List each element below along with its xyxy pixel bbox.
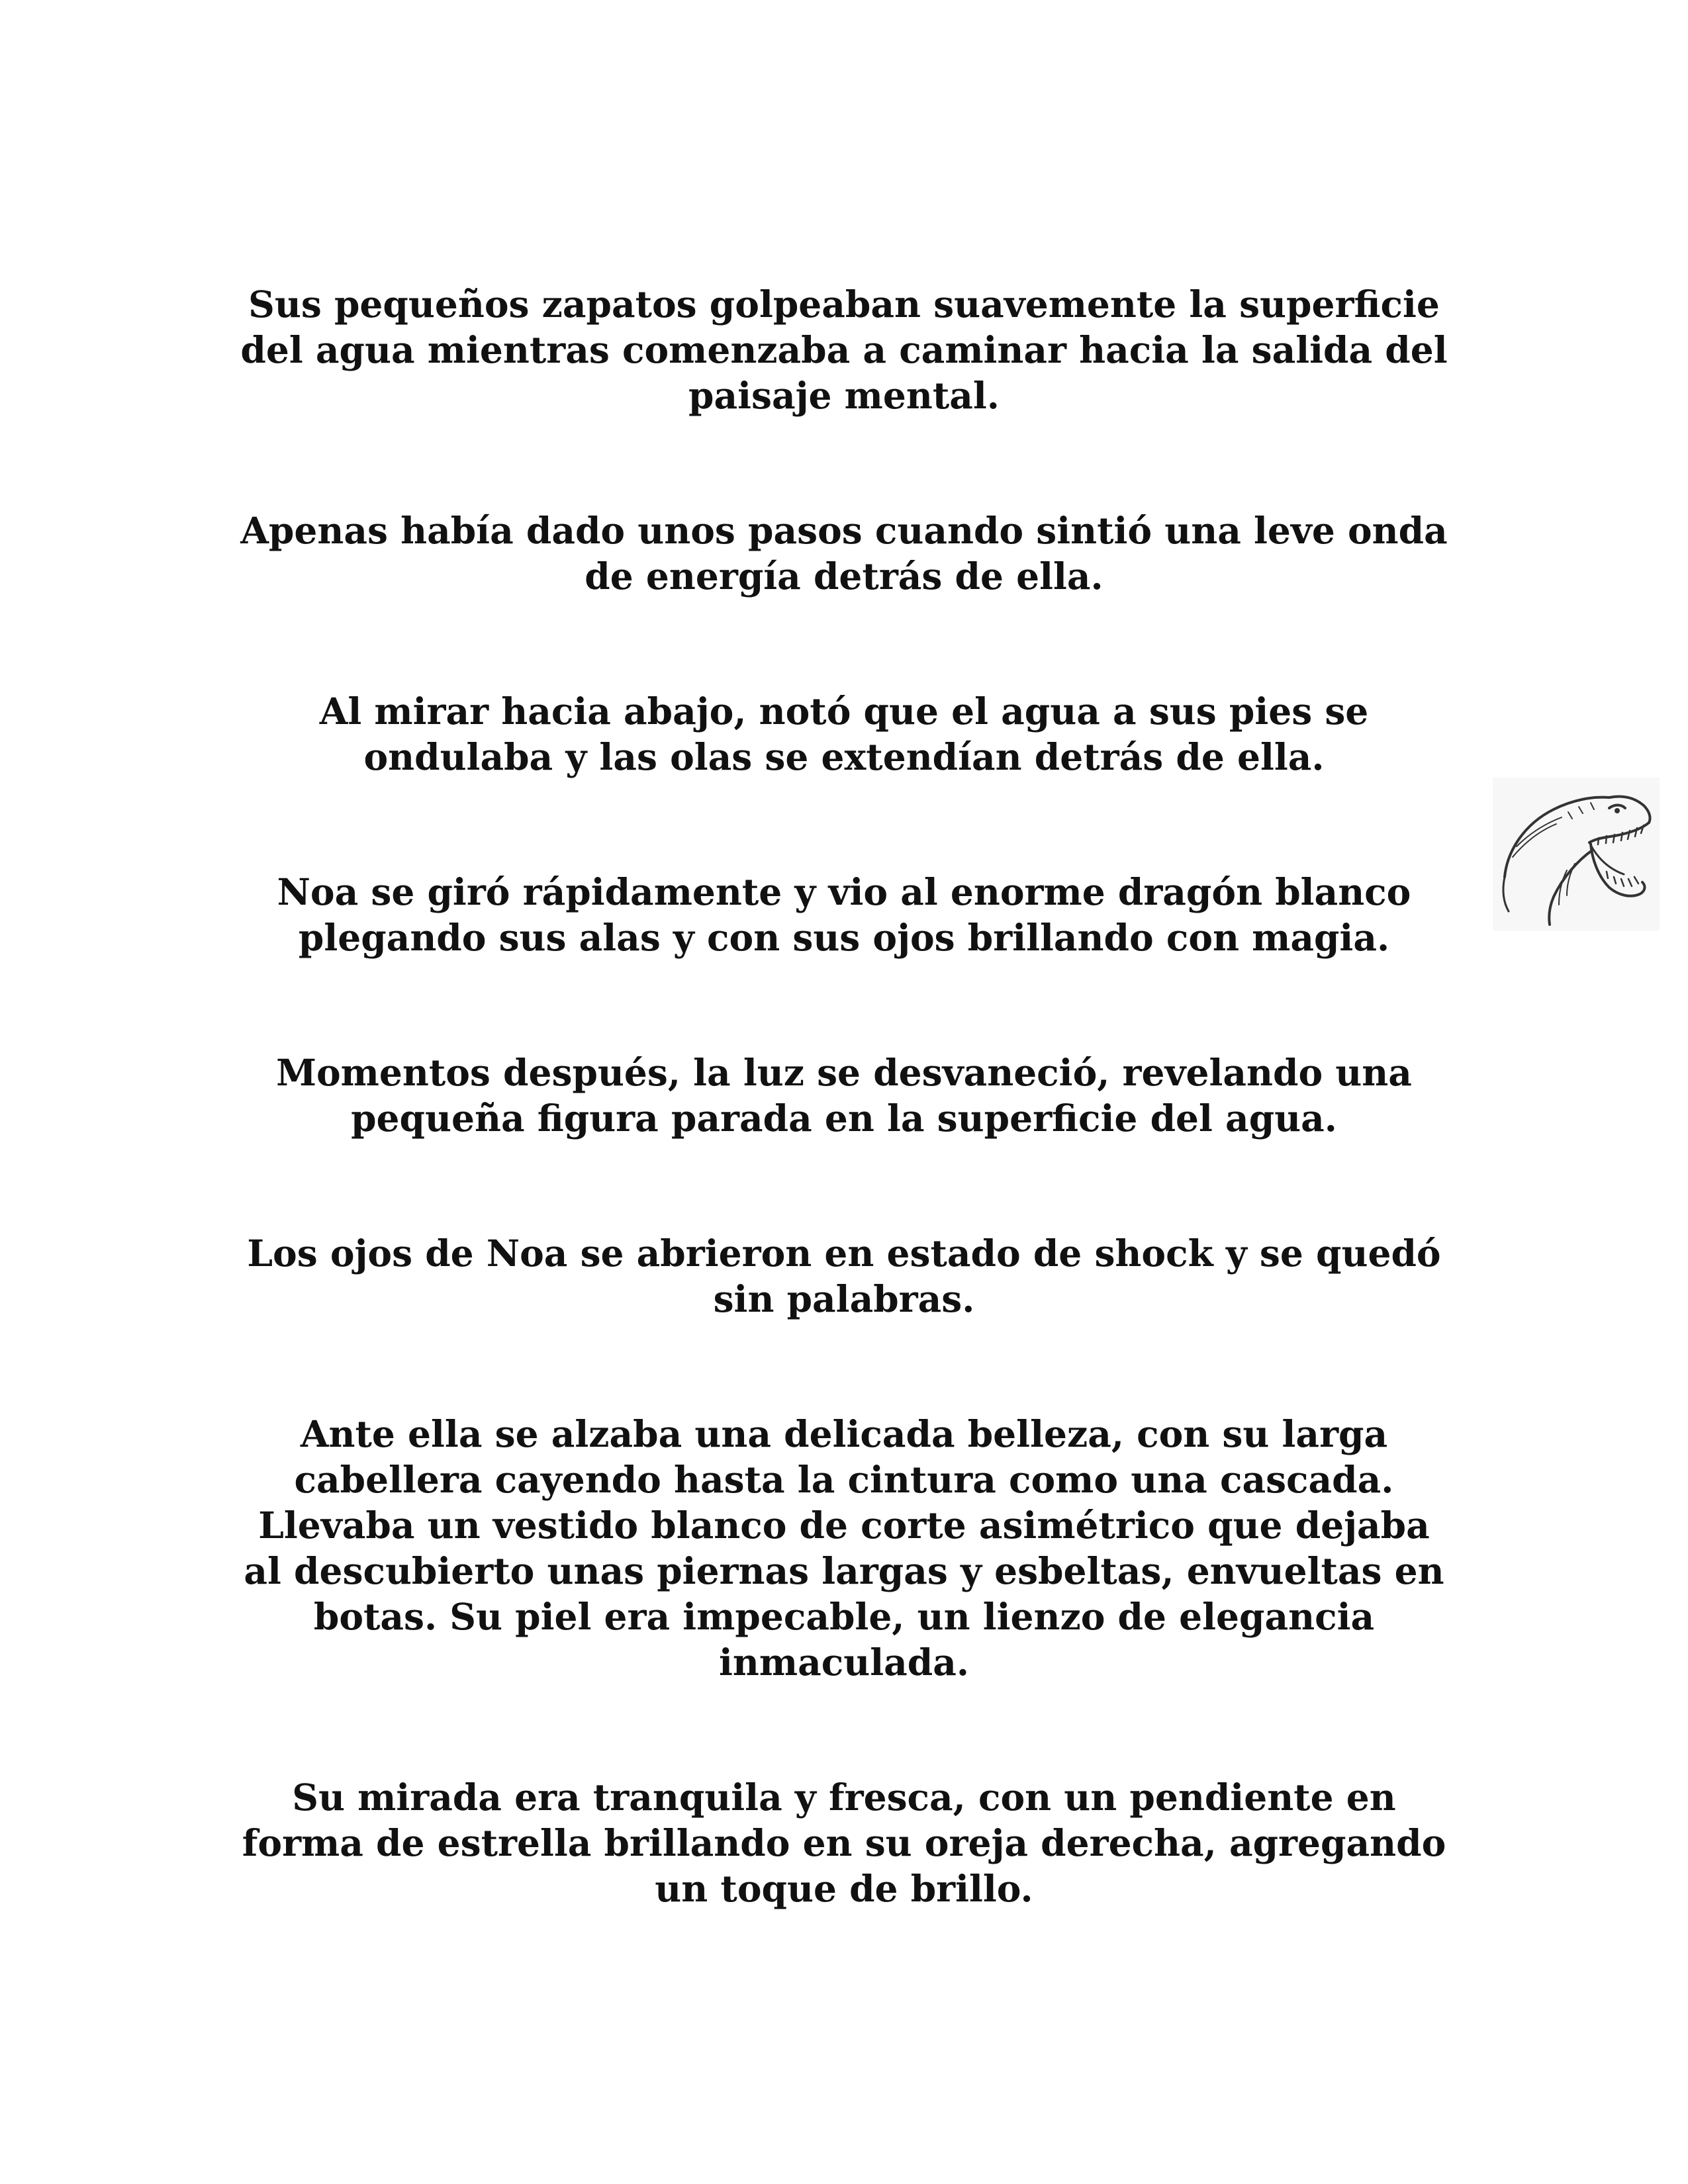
dinosaur-sketch-icon [1493,778,1660,931]
paragraph-8: Su mirada era tranquila y fresca, con un pendiente en forma de estrella brillando en su oreja derecha, agregando un toque de brillo. [242,1776,1446,1910]
paragraph-2: Apenas había dado unos pasos cuando sintió una leve onda de energía detrás de ella. [240,509,1448,598]
paragraph-7: Ante ella se alzaba una delicada belleza, con su larga cabellera cayendo hasta la cintura como una cascada. Llevaba un vestido blanco de corte asimétrico que dejaba al descubierto unas piernas largas y esbeltas, envueltas en botas. Su piel era impecable, un lienzo de elegancia inmaculada. [244,1412,1444,1684]
paragraph-6: Los ojos de Noa se abrieron en estado de shock y se quedó sin palabras. [247,1232,1441,1320]
paragraph-3: Al mirar hacia abajo, notó que el agua a sus pies se ondulaba y las olas se extendían detrás de ella. [319,690,1369,778]
story-text [238,281,1450,1911]
paragraph-5: Momentos después, la luz se desvaneció, revelando una pequeña figura parada en la superficie del agua. [276,1051,1412,1140]
paragraph-4: Noa se giró rápidamente y vio al enorme dragón blanco plegando sus alas y con sus ojos brillando con magia. [277,870,1411,959]
paragraph-1: Sus pequeños zapatos golpeaban suavemente la superficie del agua mientras comenzaba a caminar hacia la salida del paisaje mental. [240,283,1448,417]
